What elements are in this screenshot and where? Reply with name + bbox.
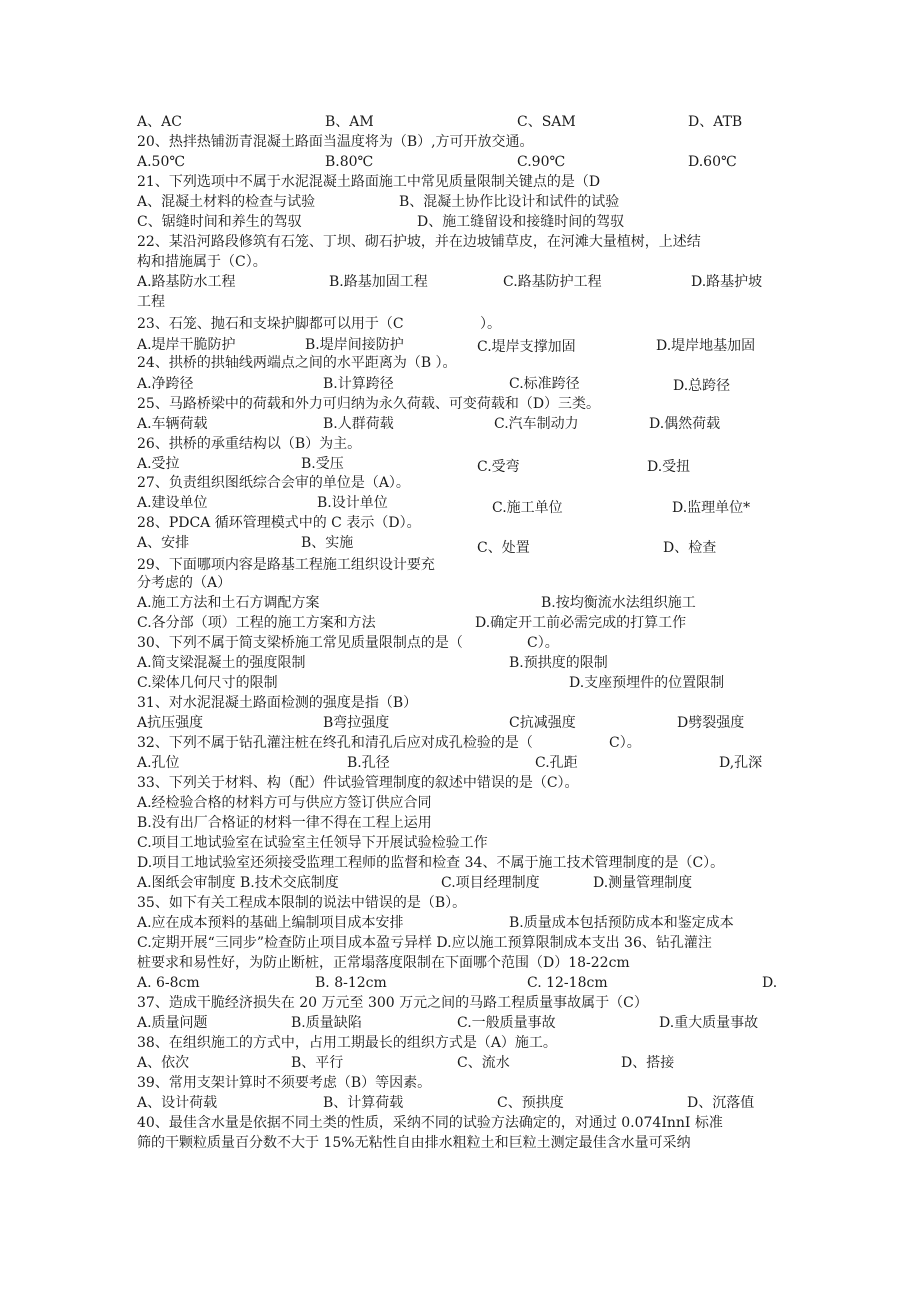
option-b: B. 8-12cm — [315, 975, 387, 991]
option-a: A.堤岸干脆防护 — [137, 337, 236, 353]
option-b: B.堤岸间接防护 — [305, 337, 404, 353]
option-c: C.孔距 — [535, 755, 578, 771]
option-d: D、ATB — [688, 114, 743, 130]
question-text: 30、下列不属于简支梁桥施工常见质量限制点的是（ — [137, 635, 463, 651]
option-c: C、处置 — [477, 540, 530, 556]
question-text: 22、某沿河路段修筑有石笼、丁坝、砌石护坡，并在边坡铺草皮，在河滩大量植树，上述结 — [137, 234, 701, 250]
option-c: C.施工单位 — [492, 500, 563, 516]
option-a: A.应在成本预料的基础上编制项目成本安排 — [137, 915, 404, 931]
option-b: B.人群荷载 — [323, 416, 394, 432]
question-text: 39、常用支架计算时不须要考虑（B）等因素。 — [137, 1075, 432, 1091]
option-a: A.简支梁混凝土的强度限制 — [137, 655, 306, 671]
option-b: B、实施 — [301, 535, 354, 551]
option-c: C、SAM — [517, 114, 576, 130]
option-b: B.质量成本包括预防成本和鉴定成本 — [509, 915, 734, 931]
question-text: 33、下列关于材料、构（配）件试验管理制度的叙述中错误的是（C）。 — [137, 775, 579, 791]
option-d: D.支座预埋件的位置限制 — [569, 675, 725, 691]
option-d: D.确定开工前必需完成的打算工作 — [475, 615, 687, 631]
option-a: A.孔位 — [137, 755, 180, 771]
option-c: C. 12-18cm — [527, 975, 608, 991]
option-b: B.设计单位 — [317, 495, 388, 511]
option-d: D劈裂强度 — [677, 715, 745, 731]
option-c: C.堤岸支撑加固 — [477, 339, 576, 355]
option-c: C、锯缝时间和养生的驾驭 — [137, 214, 302, 230]
question-text: 构和措施属于（C）。 — [137, 254, 267, 270]
option-a: A.车辆荷载 — [137, 416, 208, 432]
option-c: C、预拱度 — [497, 1095, 564, 1111]
option-a: A、安排 — [137, 535, 190, 551]
question-text: 20、热拌热铺沥青混凝土路面当温度将为（B）,方可开放交通。 — [137, 134, 534, 150]
option-c: C、流水 — [457, 1055, 510, 1071]
option-b: B、混凝土协作比设计和试件的试验 — [399, 194, 620, 210]
question-text: 筛的干颗粒质量百分数不大于 15%无粘性自由排水粗粒土和巨粒土测定最佳含水量可采纳 — [137, 1135, 691, 1151]
question-text: 25、马路桥梁中的荷载和外力可归纳为永久荷载、可变荷载和（D）三类。 — [137, 396, 601, 412]
option-b: B.按均衡流水法组织施工 — [541, 595, 696, 611]
option-a: A、依次 — [137, 1055, 190, 1071]
option-d: D.重大质量事故 — [659, 1015, 759, 1031]
option-d: D.堤岸地基加固 — [656, 338, 756, 354]
option-a: A.施工方法和土石方调配方案 — [137, 595, 320, 611]
option-a: A.50℃ — [137, 154, 186, 170]
question-text: 31、对水泥混凝土路面检测的强度是指（B） — [137, 695, 418, 711]
option-b: B.预拱度的限制 — [509, 655, 608, 671]
question-text-end: ）。 — [480, 316, 501, 332]
option-d: D.偶然荷载 — [649, 416, 721, 432]
option-d: D.受扭 — [647, 459, 691, 475]
option-d: D、沉落值 — [687, 1095, 755, 1111]
option-d: D.总跨径 — [673, 378, 731, 394]
option-c: C.汽车制动力 — [494, 416, 579, 432]
question-text-end: C）。 — [527, 635, 559, 651]
question-text-end: C）。 — [609, 735, 641, 751]
question-text: 27、负责组织图纸综合会审的单位是（A）。 — [137, 475, 410, 491]
option-a: A.建设单位 — [137, 495, 208, 511]
question-text: 23、石笼、抛石和支垛护脚都可以用于（C — [137, 316, 404, 332]
option-b: B.路基加固工程 — [329, 274, 428, 290]
option-c: C.受弯 — [477, 459, 520, 475]
option-d: D.项目工地试验室还须接受监理工程师的监督和检查 34、不属于施工技术管理制度的是（C）。 — [137, 855, 725, 871]
option-a: A、混凝土材料的检查与试验 — [137, 194, 316, 210]
question-text: 26、拱桥的承重结构以（B）为主。 — [137, 436, 362, 452]
question-text: 29、下面哪项内容是路基工程施工组织设计要充 — [137, 557, 435, 573]
option-c: C.项目经理制度 — [441, 875, 540, 891]
option-b: B.没有出厂合格证的材料一律不得在工程上运用 — [137, 815, 432, 831]
option-b: B.孔径 — [347, 755, 390, 771]
option-a: A、AC — [137, 114, 182, 130]
option-b: B.质量缺陷 — [291, 1015, 362, 1031]
option-c: C.路基防护工程 — [503, 274, 602, 290]
option-a: A、设计荷载 — [137, 1095, 218, 1111]
option-d: D.路基护坡 — [691, 274, 763, 290]
question-text: 32、下列不属于钻孔灌注桩在终孔和清孔后应对成孔检验的是（ — [137, 735, 533, 751]
option-c: C.项目工地试验室在试验室主任领导下开展试验检验工作 — [137, 835, 488, 851]
question-text: 24、拱桥的拱轴线两端点之间的水平距离为（B ）。 — [137, 355, 457, 371]
question-text: 37、造成干脆经济损失在 20 万元至 300 万元之间的马路工程质量事故属于（C） — [137, 995, 648, 1011]
option-a: A.经检验合格的材料方可与供应方签订供应合同 — [137, 795, 432, 811]
option-b: B.受压 — [301, 456, 344, 472]
option-d: D、检查 — [663, 540, 717, 556]
option-continuation: 工程 — [137, 294, 165, 310]
option-c: C.标准跨径 — [509, 376, 580, 392]
option-b: B.计算跨径 — [323, 376, 394, 392]
option-c: C.梁体几何尺寸的限制 — [137, 675, 278, 691]
question-text: 38、在组织施工的方式中，占用工期最长的组织方式是（A）施工。 — [137, 1035, 557, 1051]
option-b: B、AM — [325, 114, 374, 130]
question-text: 分考虑的（A） — [137, 575, 232, 591]
option-b: B弯拉强度 — [323, 715, 390, 731]
option-d: D、施工缝留设和接缝时间的驾驭 — [417, 214, 625, 230]
option-b: B、计算荷载 — [323, 1095, 404, 1111]
option-b: B.80℃ — [325, 154, 374, 170]
question-text: 35、如下有关工程成本限制的说法中错误的是（B）。 — [137, 895, 467, 911]
question-text: 桩要求和易性好，为防止断桩，正常塌落度限制在下面哪个范围（D）18-22cm — [137, 955, 630, 971]
option-c: C抗减强度 — [509, 715, 576, 731]
option-d: D. — [762, 975, 778, 991]
option-a: A.路基防水工程 — [137, 274, 236, 290]
option-c: C.90℃ — [517, 154, 566, 170]
option-d: D.60℃ — [688, 154, 737, 170]
option-a: A. 6-8cm — [137, 975, 200, 991]
option-a: A.净跨径 — [137, 376, 194, 392]
option-c: C.一般质量事故 — [457, 1015, 556, 1031]
option-a: A抗压强度 — [137, 715, 204, 731]
option-a-b: A.图纸会审制度 B.技术交底制度 — [137, 875, 339, 891]
option-d: D,孔深 — [719, 755, 763, 771]
option-c: C.各分部（项）工程的施工方案和方法 — [137, 615, 376, 631]
option-d: D.监理单位* — [672, 500, 751, 516]
option-a: A.受拉 — [137, 456, 180, 472]
option-a: A.质量问题 — [137, 1015, 208, 1031]
question-text: 28、PDCA 循环管理模式中的 C 表示（D）。 — [137, 515, 421, 531]
question-text: 40、最佳含水量是依据不同土类的性质，采纳不同的试验方法确定的，对通过 0.074InnI 标准 — [137, 1115, 723, 1131]
question-text: 21、下列选项中不属于水泥混凝土路面施工中常见质量限制关键点的是（D — [137, 174, 601, 190]
option-d: D.测量管理制度 — [593, 875, 693, 891]
option-d: D、搭接 — [621, 1055, 675, 1071]
option-b: B、平行 — [291, 1055, 344, 1071]
option-c-d: C.定期开展“三同步”检查防止项目成本盈亏异样 D.应以施工预算限制成本支出 36、钻孔灌注 — [137, 935, 712, 951]
